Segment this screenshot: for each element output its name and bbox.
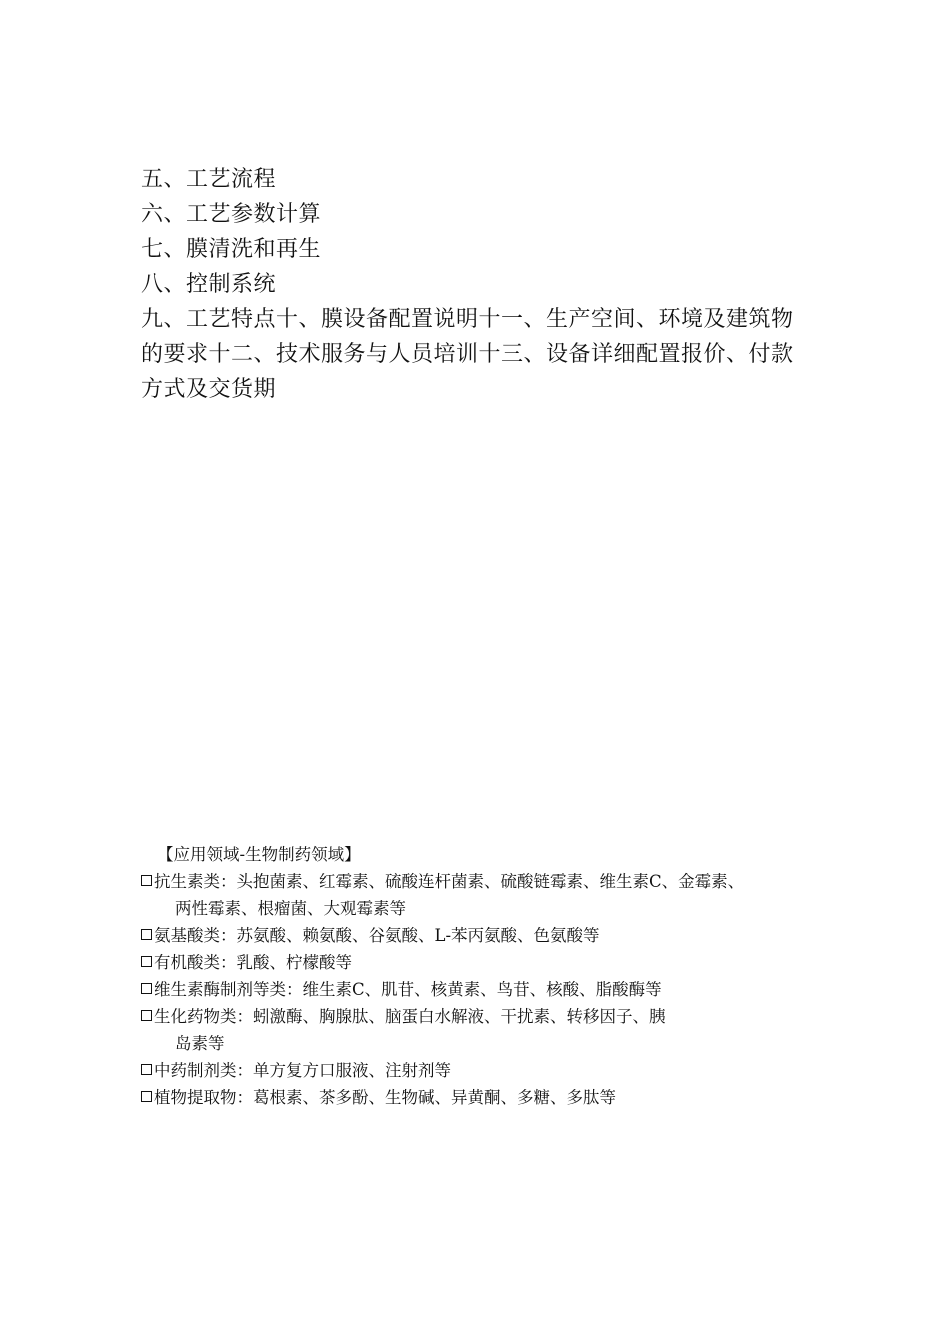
checkbox-bullet-icon	[141, 929, 152, 940]
list-item-text: 中药制剂类：单方复方口服液、注射剂等	[154, 1061, 451, 1080]
list-item-antibiotics	[141, 868, 841, 922]
list-item-continuation: 岛素等	[175, 1034, 225, 1053]
checkbox-bullet-icon	[141, 1091, 152, 1102]
toc-line-6: 六、工艺参数计算	[141, 202, 322, 227]
toc-line-9-cont: 的要求十二、技术服务与人员培训十三、设备详细配置报价、付款	[141, 342, 794, 367]
list-item-text: 维生素酶制剂等类：维生素C、肌苷、核黄素、鸟苷、核酸、脂酸酶等	[154, 980, 662, 999]
toc-line-7: 七、膜清洗和再生	[141, 237, 322, 262]
list-item-organic-acids	[141, 949, 841, 976]
list-item-amino-acids	[141, 922, 841, 949]
list-item-text: 氨基酸类：苏氨酸、赖氨酸、谷氨酸、L-苯丙氨酸、色氨酸等	[154, 926, 600, 945]
list-item-biochemical-drugs	[141, 1003, 841, 1057]
checkbox-bullet-icon	[141, 875, 152, 886]
list-item-text: 植物提取物：葛根素、茶多酚、生物碱、异黄酮、多糖、多肽等	[154, 1088, 616, 1107]
list-item-vitamin-enzymes	[141, 976, 841, 1003]
toc-line-9-end: 方式及交货期	[141, 377, 277, 402]
toc-line-8: 八、控制系统	[141, 272, 277, 297]
list-item-text: 抗生素类：头抱菌素、红霉素、硫酸连杆菌素、硫酸链霉素、维生素C、金霉素、	[154, 872, 745, 891]
list-item-continuation: 两性霉素、根瘤菌、大观霉素等	[175, 899, 406, 918]
application-fields	[141, 841, 841, 1111]
list-item-text: 有机酸类：乳酸、柠檬酸等	[154, 953, 352, 972]
list-item-text: 生化药物类：蚓激酶、胸腺肽、脑蛋白水解液、干扰素、转移因子、胰	[154, 1007, 666, 1026]
checkbox-bullet-icon	[141, 983, 152, 994]
checkbox-bullet-icon	[141, 956, 152, 967]
table-of-contents	[141, 162, 831, 407]
section-heading: 【应用领域-生物制药领域】	[157, 845, 361, 864]
toc-line-5: 五、工艺流程	[141, 167, 277, 192]
checkbox-bullet-icon	[141, 1064, 152, 1075]
checkbox-bullet-icon	[141, 1010, 152, 1021]
list-item-tcm-preparations	[141, 1057, 841, 1084]
toc-line-9: 九、工艺特点十、膜设备配置说明十一、生产空间、环境及建筑物	[141, 307, 794, 332]
list-item-plant-extracts	[141, 1084, 841, 1111]
